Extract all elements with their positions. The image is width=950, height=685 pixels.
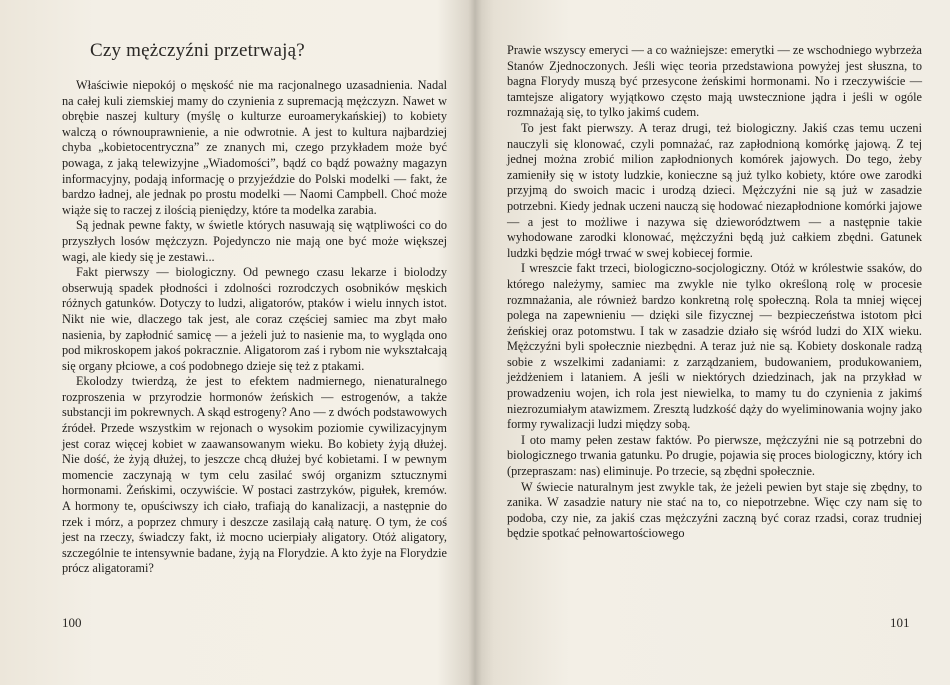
paragraph: Właściwie niepokój o męskość nie ma racjonalnego uzasadnienia. Nadal na całej kuli ziemskiej mamy do czynienia z supremacją mężczyzn. Nawet w obrębie naszej kultury (myślę o kulturze euroamerykańskiej) to kobiety walczą o równouprawnienie, a nie odwrotnie. A jest to kultura najbardziej chyba „kobietocentryczna” ze znanych mi, czego przykładem może być powaga, z jaką telewizyjne „Wiadomości”, bądź co bądź poważny magazyn informacyjny, podają informację o przyjeździe do Polski modelki — fakt, że bardzo ładnej, ale jednak po prostu modelki — Naomi Campbell. Choć może wiąże się to raczej z ilością pieniędzy, które ta modelka zarabia. <box>62 78 447 217</box>
paragraph: Są jednak pewne fakty, w świetle których nasuwają się wątpliwości co do przyszłych losów mężczyzn. Pojedynczo nie mają one być może większej wagi, ale kiedy się je zestawi... <box>62 218 447 264</box>
chapter-heading: Czy mężczyźni przetrwają? <box>90 40 305 61</box>
paragraph: I wreszcie fakt trzeci, biologiczno-socjologiczny. Otóż w królestwie ssaków, do którego należymy, samiec ma zwykle nie tylko określoną rolę w procesie rozmnażania, ale również bardzo konkretną rolę społeczną. Rola ta mniej więcej polega na zapewnieniu — dzięki sile fizycznej — bezpieczeństwa istotom płci żeńskiej oraz potomstwu. I tak w zasadzie działo się wśród ludzi do XIX wieku. Mężczyźni byli społecznie niezbędni. A teraz już nie są. Kobiety doskonale radzą sobie z wszelkimi zadaniami: z zarządzaniem, budowaniem, produkowaniem, jeżdżeniem i lataniem. A jeśli w niektórych dziedzinach, jak na przykład w prowadzeniu wojen, ich rola jest niewielka, to mamy tu do czynienia z jakimś niezrozumiałym atawizmem. Zresztą ludzkość dąży do wyeliminowania wojny jako formy rywalizacji ludzi między sobą. <box>507 261 922 432</box>
paragraph: To jest fakt pierwszy. A teraz drugi, też biologiczny. Jakiś czas temu uczeni nauczyli się klonować, czyli pomnażać, raz zapłodnioną komórkę jajową. Z tej jednej można zrobić milion zapłodnionych komórek jajowych. Do tego, żeby zamieniły się w istoty ludzkie, konieczne są już tylko kobiety, które owe zarodki przyjmą do swoich macic i urodzą dzieci. Mężczyźni nie są już w zasadzie potrzebni. Kiedy jednak uczeni nauczą się hodować niezapłodnione komórki jajowe — a jest to możliwe i nazywa się dzieworództwem — a następnie takie wyhodowane zarodki klonować, mężczyźni będą już całkiem zbędni. Gatunek ludzki będzie mógł trwać w swej kobiecej formie. <box>507 120 922 260</box>
page-number-right: 101 <box>890 615 910 630</box>
paragraph: W świecie naturalnym jest zwykle tak, że jeżeli pewien byt staje się zbędny, to zanika. W zasadzie natury nie stać na to, co niepotrzebne. Więc czy nam się to podoba, czy nie, za jakiś czas mężczyźni zaczną być coraz rzadsi, coraz trudniej będzie spotkać pełnowartościowego <box>507 479 922 541</box>
right-page-text <box>507 43 922 542</box>
paragraph: I oto mamy pełen zestaw faktów. Po pierwsze, mężczyźni nie są potrzebni do biologicznego trwania gatunku. Po drugie, pojawia się proces biologiczny, który ich (przepraszam: nas) eliminuje. Po trzecie, są zbędni społecznie. <box>507 432 922 479</box>
paragraph: Fakt pierwszy — biologiczny. Od pewnego czasu lekarze i biolodzy obserwują spadek płodności i zdolności rozrodczych osobników męskich różnych gatunków. Dotyczy to ludzi, aligatorów, ptaków i wielu innych istot. Nikt nie wie, dlaczego tak jest, ale coraz częściej samiec ma zbyt mało nasienia, by zapłodnić samicę — a jeżeli już to nasienie ma, to wygląda ono pod mikroskopem jakoś pokracznie. Aligatorom zaś i rybom nie wykształcają się organy płciowe, a coś podobnego dzieje się też z ptakami. <box>62 265 447 373</box>
paragraph: Prawie wszyscy emeryci — a co ważniejsze: emerytki — ze wschodniego wybrzeża Stanów Zjednoczonych. Jeśli więc teoria przedstawiona powyżej jest słuszna, to bagna Florydy muszą być przesycone żeńskimi hormonami. No i rzeczywiście — tamtejsze aligatory wyjątkowo często mają uwstecznione jądra i jeśli w ogóle rozmnażają się, to tylko jakimś cudem. <box>507 43 922 120</box>
right-page <box>475 0 950 685</box>
page-number-left: 100 <box>62 615 82 630</box>
left-page-text <box>62 78 447 577</box>
paragraph: Ekolodzy twierdzą, że jest to efektem nadmiernego, nienaturalnego rozproszenia w przyrodzie hormonów żeńskich — estrogenów, a także substancji im pokrewnych. A skąd estrogeny? Ano — z dwóch podstawowych źródeł. Przede wszystkim w rejonach o wysokim poziomie cywilizacyjnym jest coraz więcej kobiet w zaawansowanym wieku. Bo kobiety żyją dłużej. Nie dość, że żyją dłużej, to jeszcze chcą dłużej być kobietami. I w pewnym momencie zaczynają w tym celu zasilać swój organizm sztucznymi hormonami. Żeńskimi, oczywiście. W postaci zastrzyków, pigułek, kremów. A hormony te, opuściwszy ich ciało, trafiają do kanalizacji, a następnie do rzek i mórz, a poprzez chmury i deszcze zasilają całą naturę. O tym, że coś jest na rzeczy, świadczy fakt, iż mocno ucierpiały aligatory. Otóż aligatory, szczególnie te intensywnie badane, żyją na Florydzie. A kto żyje na Florydzie prócz aligatorami? <box>62 374 447 576</box>
